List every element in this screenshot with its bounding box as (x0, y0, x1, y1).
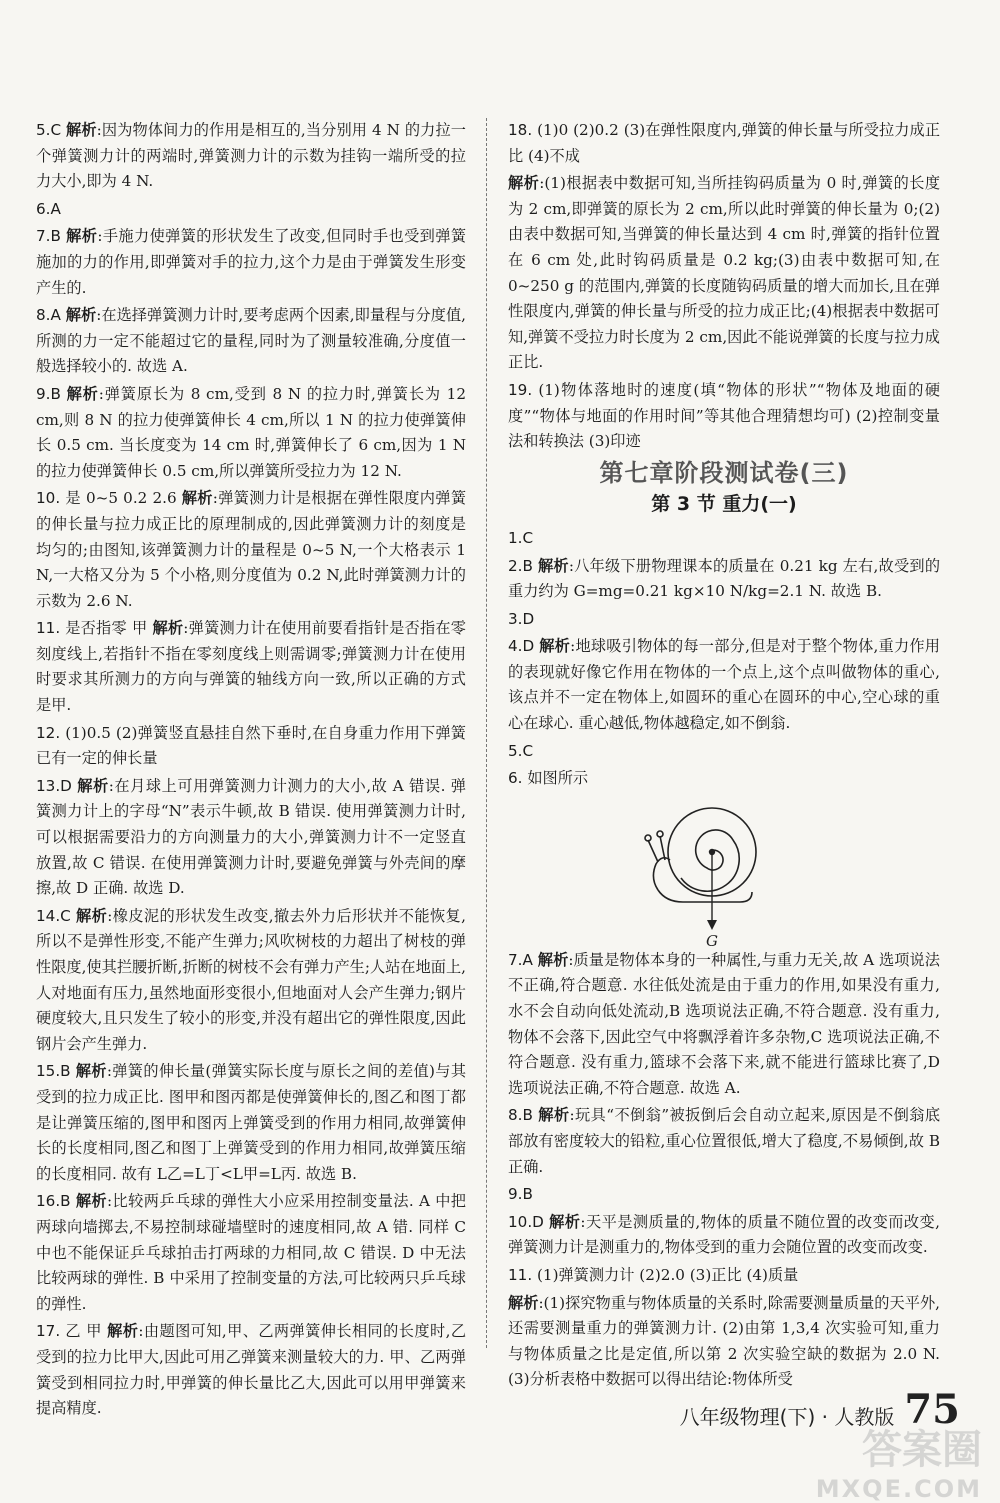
answer-text: :在月球上可用弹簧测力计测力的大小,故 A 错误. 弹簧测力计上的字母“N”表示牛顿,故 B 错误. 使用弹簧测力计时,可以根据需要沿力的方向测量力的大小,弹簧测力计不一定竖直放置,故 C 错误. 在使用弹簧测力计时,要避免弹簧与外壳间的摩擦,故 D 正确. 故选 D. (36, 776, 466, 898)
analysis-label: 解析 (539, 637, 571, 656)
answers-18-19 (508, 118, 940, 455)
answer-item (508, 378, 940, 455)
snail-head (653, 858, 670, 890)
answer-number: 7.B (36, 227, 67, 246)
answers-7-11 (508, 948, 940, 1393)
answer-number: 18. (508, 121, 538, 139)
answer-text: :(1)探究物重与物体质量的关系时,除需要测量质量的天平外,还需要测量重力的弹簧测力计. (2)由第 1,3,4 次实验可知,重力与物体质量之比是定值,所以第 2 次实验空缺的数据为 2.0 N. (3)分析表格中数据可以得出结论:物体所受 (508, 1293, 940, 1389)
answer-number: 5.C (36, 121, 67, 139)
answer-item (36, 303, 466, 380)
answer-item (508, 607, 940, 633)
answer-item (508, 554, 940, 605)
answer-number: 1.C (508, 528, 534, 547)
answer-text: (1)0 (2)0.2 (3)在弹性限度内,弹簧的伸长量与所受拉力成正比 (4)不成 (508, 121, 941, 165)
answer-number: 2.B (508, 556, 538, 575)
section-title: 第 3 节 重力(一) (651, 493, 797, 516)
answer-text: (1)弹簧测力计 (2)2.0 (3)正比 (4)质量 (536, 1265, 799, 1284)
analysis-label: 解析 (65, 306, 97, 325)
right-column (508, 118, 940, 1395)
answer-number: 8.A (36, 306, 66, 325)
answer-item (508, 1263, 940, 1289)
answer-text: :橡皮泥的形状发生改变,撤去外力后形状并不能恢复,所以不是弹性形变,不能产生弹力;风吹树枝的力超出了树枝的弹性限度,使其拦腰折断,折断的树枝不会有弹力产生;人站在地面上,人对地面有压力,虽然地面形变很小,但地面对人会产生弹力;钢片硬度较大,且只发生了较小的形变,并没有超出它的弹性限度,因此钢片会产生弹力. (36, 906, 466, 1053)
answer-item (508, 1182, 940, 1208)
answer-item (36, 774, 466, 902)
answer-item (508, 739, 940, 765)
answer-number: 9.B (36, 384, 67, 403)
snail-antenna-right (660, 836, 665, 860)
answer-number: 5.C (508, 741, 534, 760)
answer-item (36, 1189, 466, 1317)
analysis-label: 解析 (76, 906, 108, 925)
answer-number: 14.C (36, 906, 76, 925)
answer-text: (1)0.5 (2)弹簧竖直悬挂自然下垂时,在自身重力作用下弹簧已有一定的伸长量 (36, 723, 466, 768)
answer-text: :弹簧测力计在使用前要看指针是否指在零刻度线上,若指针不指在零刻度线上则需调零;弹簧测力计在使用时要求其所测力的方向与弹簧的轴线方向一致,所以正确的方式是甲. (36, 619, 466, 715)
answer-text: :(1)根据表中数据可知,当所挂钩码质量为 0 时,弹簧的长度为 2 cm,即弹簧的原长为 2 cm,所以此时弹簧的伸长量为 0;(2)由表中数据可知,当弹簧的伸长量达到 4 cm 时,弹簧的指针位置在 6 cm 处,此时钩码质量是 0.2 kg;(3)由表中数据可知,在 0~250 g 的范围内,弹簧的长度随钩码质量的增大而加长,且在弹性限度内,弹簧的伸长量与所受的拉力成正比;(4)根据表中数据可知,弹簧不受拉力时长度为 2 cm,因此不能说弹簧的长度与拉力成正比. (508, 174, 941, 372)
answer-number: 6.A (36, 199, 61, 218)
answer-number: 15.B (36, 1062, 76, 1081)
answer-text: 如图所示 (527, 769, 589, 788)
answers-1-6 (508, 526, 940, 792)
snail-antenna-left (648, 840, 658, 862)
answer-item (36, 1319, 466, 1421)
analysis-label: 解析 (66, 121, 97, 139)
watermark-url: MXQE.COM (815, 1475, 982, 1503)
answer-text: :比较两乒乓球的弹性大小应采用控制变量法. A 中把两球向墙掷去,不易控制球碰墙壁时的速度相同,故 A 错. 同样 C 中也不能保证乒乓球拍击打两球的力相同,故 C 错误. D 中无法比较两球的弹性. B 中采用了控制变量的方法,可比较两只乒乓球的弹性. (36, 1192, 466, 1313)
answer-number: 19. (508, 380, 539, 399)
answer-item (36, 904, 466, 1058)
answer-item (508, 118, 940, 169)
watermark-logo (816, 1418, 982, 1503)
analysis-label: 解析 (537, 556, 569, 575)
analysis-label: 解析 (107, 1322, 139, 1341)
answer-text: :由题图可知,甲、乙两弹簧伸长相同的长度时,乙受到的拉力比甲大,因此可用乙弹簧来测量较大的力. 甲、乙两弹簧受到相同拉力时,甲弹簧的伸长量比乙大,因此可以用甲弹簧来提高精度. (36, 1322, 467, 1418)
answer-number: 4.D (508, 637, 540, 656)
analysis-label: 解析 (77, 776, 109, 795)
answer-text: :玩具“不倒翁”被扳倒后会自动立起来,原因是不倒翁底部放有密度较大的铅粒,重心位置很低,增大了稳度,不易倾倒,故 B 正确. (508, 1106, 941, 1176)
answer-number: 10. (36, 489, 66, 508)
answer-text: 是 0~5 0.2 2.6 (65, 489, 182, 508)
snail-diagram (508, 798, 940, 948)
answer-text: :因为物体间力的作用是相互的,当分别用 4 N 的力拉一个弹簧测力计的两端时,弹簧测力计的示数为挂钩一端所受的拉力大小,即为 4 N. (36, 121, 466, 191)
analysis-label: 解析 (538, 1106, 570, 1125)
left-column (36, 118, 466, 1424)
answer-item (36, 721, 466, 772)
watermark-text: 答案圈 (862, 1427, 982, 1473)
answer-text: (1)物体落地时的速度(填“物体的形状”“物体及地面的硬度”“物体与地面的作用时间”等其他合理猜想均可) (2)控制变量法和转换法 (3)印迹 (508, 380, 941, 451)
analysis-label: 解析 (181, 489, 213, 508)
answer-item (36, 1059, 466, 1187)
analysis-label: 解析 (549, 1212, 581, 1231)
answer-number: 16.B (36, 1192, 76, 1211)
analysis-label: 解析 (66, 384, 99, 403)
answer-item (508, 526, 940, 552)
snail-gravity-figure (508, 798, 940, 948)
answer-item (508, 766, 940, 792)
analysis-label: 解析 (66, 227, 98, 246)
answer-number: 9.B (508, 1185, 533, 1204)
answer-item (36, 118, 466, 195)
answer-item (508, 1210, 940, 1261)
snail-shell-spiral (681, 830, 739, 891)
answer-number: 10.D (508, 1212, 550, 1231)
answer-number: 3.D (508, 609, 535, 628)
answer-item (36, 197, 466, 223)
analysis-label: 解析 (75, 1192, 108, 1211)
gravity-arrow-head (707, 920, 717, 930)
answer-item (36, 486, 466, 614)
book-series: 八年级物理(下) · 人教版 (679, 1405, 895, 1429)
chapter-title: 第七章阶段测试卷(三) (599, 458, 849, 487)
answer-number: 11. (36, 619, 66, 638)
analysis-label: 解析 (75, 1062, 107, 1081)
column-divider (486, 118, 487, 1348)
answer-text: :弹簧的伸长量(弹簧实际长度与原长之间的差值)与其受到的拉力成正比. 图甲和图丙都是使弹簧伸长的,图乙和图丁都是让弹簧压缩的,图甲和图丙上弹簧受到的作用力相同,故弹簧伸长的长度相同,图乙和图丁上弹簧受到的作用力相同,故弹簧压缩的长度相同. 故有 L乙=L丁<L甲=L丙. 故选 B. (36, 1062, 467, 1183)
answer-item (508, 1291, 940, 1393)
answer-text: 是否指零 甲 (65, 619, 153, 638)
analysis-label: 解析 (508, 1293, 539, 1312)
answer-text: :弹簧测力计是根据在弹性限度内弹簧的伸长量与拉力成正比的原理制成的,因此弹簧测力计的刻度是均匀的;由图知,该弹簧测力计的量程是 0~5 N,一个大格表示 1 N,一大格又分为 5 个小格,则分度值为 0.2 N,此时弹簧测力计的示数为 2.6 N. (36, 489, 467, 610)
analysis-label: 解析 (508, 174, 540, 193)
gravity-label: G (706, 931, 718, 948)
answer-text: :八年级下册物理课本的质量在 0.21 kg 左右,故受到的重力约为 G=mg=0.21 kg×10 N/kg=2.1 N. 故选 B. (508, 556, 941, 601)
answer-item (508, 1103, 940, 1180)
page-number: 75 (904, 1386, 960, 1433)
answer-text: 乙 甲 (65, 1322, 108, 1341)
answer-text: :地球吸引物体的每一部分,但是对于整个物体,重力作用的表现就好像它作用在物体的一个点上,这个点叫做物体的重心,该点并不一定在物体上,如圆环的重心在圆环的中心,空心球的重心在球心. 重心越低,物体越稳定,如不倒翁. (508, 637, 940, 733)
answer-number: 13.D (36, 776, 78, 795)
answer-text: :天平是测质量的,物体的质量不随位置的改变而改变,弹簧测力计是测重力的,物体受到的重力会随位置的改变而改变. (508, 1212, 940, 1257)
answer-number: 8.B (508, 1106, 539, 1125)
answer-text: :手施力使弹簧的形状发生了改变,但同时手也受到弹簧施加的力的作用,即弹簧对手的拉力,这个力是由于弹簧发生形变产生的. (36, 227, 467, 297)
analysis-label: 解析 (537, 950, 569, 969)
answer-item (36, 616, 466, 718)
answer-text: :在选择弹簧测力计时,要考虑两个因素,即量程与分度值,所测的力一定不能超过它的量程,同时为了测量较准确,分度值一般选择较小的. 故选 A. (36, 306, 466, 376)
answer-item (508, 171, 940, 376)
answer-item (508, 634, 940, 736)
answer-number: 6. (508, 769, 528, 788)
answer-item (36, 224, 466, 301)
answer-text: :质量是物体本身的一种属性,与重力无关,故 A 选项说法不正确,符合题意. 水往低处流是由于重力的作用,如果没有重力,水不会自动向低处流动,B 选项说法正确,不符合题意. 没有重力,物体不会落下,因此空气中将飘浮着许多杂物,C 选项说法正确,不符合题意. 没有重力,篮球不会落下来,就不能进行篮球比赛了,D 选项说法正确,不符合题意. 故选 A. (508, 950, 940, 1097)
analysis-label: 解析 (152, 619, 184, 638)
answer-number: 7.A (508, 950, 538, 969)
answer-item (36, 382, 466, 484)
answer-number: 11. (508, 1265, 537, 1284)
answer-number: 12. (36, 723, 66, 742)
answer-text: :弹簧原长为 8 cm,受到 8 N 的拉力时,弹簧长为 12 cm,则 8 N 的拉力使弹簧伸长 4 cm,所以 1 N 的拉力使弹簧伸长 0.5 cm. 当长度变为 14 cm 时,弹簧伸长了 6 cm,因为 1 N 的拉力使弹簧伸长 0.5 cm,所以弹簧所受拉力为 12 N. (36, 384, 466, 480)
answer-item (508, 948, 940, 1102)
answer-number: 17. (36, 1322, 66, 1341)
